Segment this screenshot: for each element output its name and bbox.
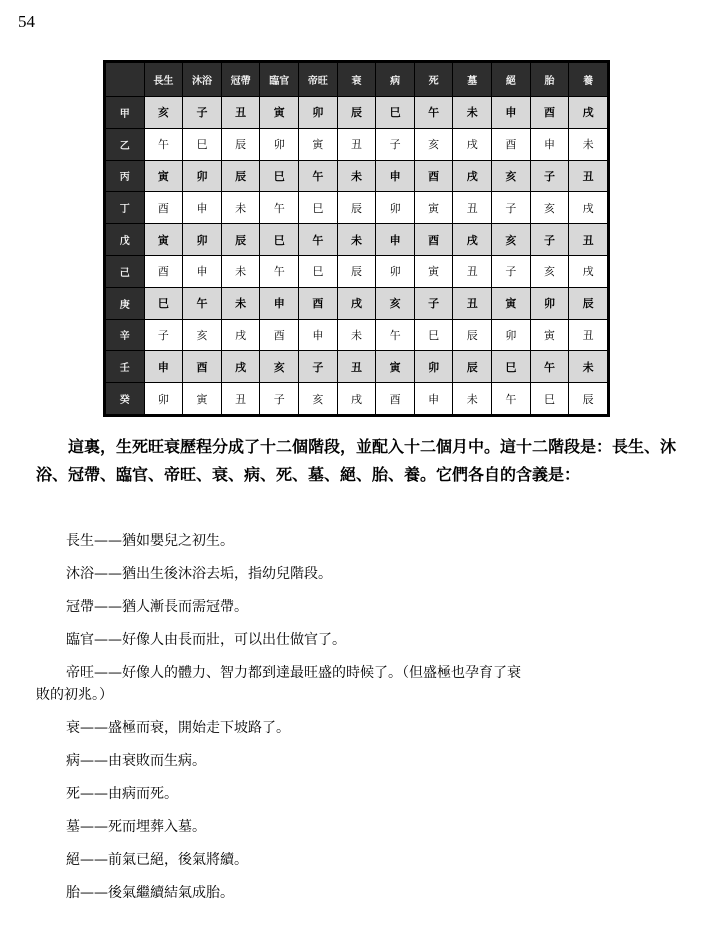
row-header-stem: 己: [106, 255, 145, 287]
table-cell: 巳: [299, 192, 338, 224]
table-cell: 子: [183, 97, 222, 129]
table-cell: 丑: [221, 97, 260, 129]
row-header-stem: 乙: [106, 128, 145, 160]
table-cell: 未: [221, 255, 260, 287]
definition-term: 帝旺: [66, 665, 94, 681]
table-cell: 申: [144, 351, 183, 383]
table-cell: 酉: [144, 255, 183, 287]
table-cell: 卯: [376, 255, 415, 287]
table-cell: 寅: [183, 383, 222, 415]
table-cell: 寅: [414, 192, 453, 224]
table-cell: 辰: [337, 97, 376, 129]
table-cell: 卯: [260, 128, 299, 160]
definition-term: 臨官: [66, 632, 94, 648]
definition-desc-continued: 敗的初兆。）: [36, 687, 113, 703]
definition-desc: ——後氣繼續結氣成胎。: [80, 885, 234, 901]
table-cell: 丑: [569, 224, 608, 256]
table-cell: 子: [299, 351, 338, 383]
table-cell: 午: [183, 287, 222, 319]
row-header-stem: 甲: [106, 97, 145, 129]
definition-desc: ——猶如嬰兒之初生。: [94, 533, 234, 549]
definition-item: [66, 816, 682, 838]
definition-item: [66, 563, 682, 585]
table-cell: 酉: [492, 128, 531, 160]
table-cell: 巳: [260, 224, 299, 256]
definition-term: 長生: [66, 533, 94, 549]
table-cell: 午: [492, 383, 531, 415]
table-cell: 未: [569, 351, 608, 383]
table-cell: 子: [144, 319, 183, 351]
definition-item: [66, 783, 682, 805]
definition-term: 沐浴: [66, 566, 94, 582]
table-header-row: [106, 63, 608, 97]
column-header: 養: [569, 63, 608, 97]
table-corner: [106, 63, 145, 97]
table-cell: 亥: [144, 97, 183, 129]
table-cell: 巳: [414, 319, 453, 351]
table-cell: 子: [414, 287, 453, 319]
table-cell: 亥: [414, 128, 453, 160]
definition-term: 冠帶: [66, 599, 94, 615]
table-cell: 未: [221, 287, 260, 319]
table-cell: 未: [337, 160, 376, 192]
table-cell: 申: [376, 160, 415, 192]
table-cell: 卯: [530, 287, 569, 319]
table-cell: 亥: [530, 255, 569, 287]
table-row: [106, 97, 608, 129]
table-cell: 午: [414, 97, 453, 129]
table-cell: 卯: [144, 383, 183, 415]
definition-term: 胎: [66, 885, 80, 901]
table-cell: 戌: [569, 192, 608, 224]
definition-desc: ——由衰敗而生病。: [80, 753, 206, 769]
table-cell: 卯: [183, 160, 222, 192]
table-cell: 午: [144, 128, 183, 160]
table-cell: 戌: [453, 224, 492, 256]
definition-desc: ——死而埋葬入墓。: [80, 819, 206, 835]
column-header: 病: [376, 63, 415, 97]
table-cell: 戌: [337, 383, 376, 415]
table-cell: 辰: [453, 351, 492, 383]
definition-item: [66, 596, 682, 618]
table-cell: 午: [376, 319, 415, 351]
row-header-stem: 庚: [106, 287, 145, 319]
definition-list: [36, 530, 682, 915]
table-cell: 酉: [183, 351, 222, 383]
table-row: [106, 192, 608, 224]
table-cell: 午: [260, 255, 299, 287]
table-cell: 丑: [453, 287, 492, 319]
column-header: 胎: [530, 63, 569, 97]
table-cell: 亥: [530, 192, 569, 224]
table-cell: 寅: [299, 128, 338, 160]
table-cell: 辰: [221, 160, 260, 192]
table-cell: 亥: [492, 224, 531, 256]
table-cell: 巳: [299, 255, 338, 287]
definition-desc: ——猶出生後沐浴去垢，指幼兒階段。: [94, 566, 332, 582]
table-cell: 寅: [376, 351, 415, 383]
row-header-stem: 癸: [106, 383, 145, 415]
table-cell: 寅: [492, 287, 531, 319]
table-row: [106, 383, 608, 415]
table-cell: 申: [376, 224, 415, 256]
table-cell: 戌: [337, 287, 376, 319]
table-cell: 戌: [453, 160, 492, 192]
table-cell: 丑: [453, 192, 492, 224]
table-cell: 丑: [569, 160, 608, 192]
table-cell: 丑: [221, 383, 260, 415]
definition-term: 死: [66, 786, 80, 802]
table-cell: 辰: [453, 319, 492, 351]
row-header-stem: 辛: [106, 319, 145, 351]
definition-item: [66, 849, 682, 871]
table-cell: 巳: [144, 287, 183, 319]
table-cell: 未: [453, 383, 492, 415]
table-cell: 丑: [337, 128, 376, 160]
table-cell: 未: [221, 192, 260, 224]
table-cell: 午: [260, 192, 299, 224]
table-cell: 卯: [376, 192, 415, 224]
table-cell: 辰: [569, 287, 608, 319]
definition-desc: ——好像人的體力、智力都到達最旺盛的時候了。（但盛極也孕育了衰: [94, 665, 521, 681]
table-row: [106, 351, 608, 383]
table-cell: 申: [530, 128, 569, 160]
table-cell: 未: [337, 224, 376, 256]
table-cell: 酉: [260, 319, 299, 351]
table-cell: 戌: [221, 351, 260, 383]
table-cell: 未: [453, 97, 492, 129]
definition-desc: ——盛極而衰，開始走下坡路了。: [80, 720, 290, 736]
table-cell: 巳: [183, 128, 222, 160]
stage-table: [103, 60, 610, 417]
table-cell: 戌: [453, 128, 492, 160]
column-header: 帝旺: [299, 63, 338, 97]
table-cell: 未: [569, 128, 608, 160]
table-cell: 戌: [569, 97, 608, 129]
table-cell: 丑: [569, 319, 608, 351]
definition-item: [66, 882, 682, 904]
definition-item: [36, 662, 682, 706]
row-header-stem: 丁: [106, 192, 145, 224]
table-cell: 亥: [492, 160, 531, 192]
table-cell: 子: [530, 160, 569, 192]
table-cell: 辰: [221, 128, 260, 160]
table-cell: 申: [183, 192, 222, 224]
table-cell: 寅: [144, 224, 183, 256]
paragraph-text: 這裏，生死旺衰歷程分成了十二個階段，並配入十二個月中。這十二階段是：長生、沐浴、冠帶、臨官、帝旺、衰、病、死、墓、絕、胎、養。它們各自的含義是：: [36, 437, 677, 484]
definition-desc: ——猶人漸長而需冠帶。: [94, 599, 248, 615]
table-cell: 酉: [530, 97, 569, 129]
table-row: [106, 255, 608, 287]
table-cell: 戌: [221, 319, 260, 351]
table-row: [106, 160, 608, 192]
page-number: 54: [18, 12, 35, 31]
table-cell: 辰: [337, 255, 376, 287]
definition-term: 衰: [66, 720, 80, 736]
table-cell: 子: [376, 128, 415, 160]
row-header-stem: 壬: [106, 351, 145, 383]
table-cell: 申: [299, 319, 338, 351]
table-cell: 申: [183, 255, 222, 287]
table-cell: 酉: [144, 192, 183, 224]
definition-desc: ——好像人由長而壯，可以出仕做官了。: [94, 632, 346, 648]
definition-desc: ——前氣已絕，後氣將續。: [80, 852, 248, 868]
table-row: [106, 128, 608, 160]
table-cell: 午: [299, 224, 338, 256]
table-row: [106, 319, 608, 351]
table-cell: 寅: [530, 319, 569, 351]
column-header: 沐浴: [183, 63, 222, 97]
table-cell: 申: [414, 383, 453, 415]
definition-term: 墓: [66, 819, 80, 835]
definition-term: 病: [66, 753, 80, 769]
definition-item: [66, 530, 682, 552]
column-header: 死: [414, 63, 453, 97]
table-cell: 申: [260, 287, 299, 319]
intro-paragraph: [36, 433, 682, 489]
table-cell: 寅: [144, 160, 183, 192]
table-cell: 酉: [376, 383, 415, 415]
column-header: 衰: [337, 63, 376, 97]
table-cell: 亥: [299, 383, 338, 415]
table-cell: 午: [530, 351, 569, 383]
definition-item: [66, 750, 682, 772]
column-header: 長生: [144, 63, 183, 97]
table-cell: 子: [260, 383, 299, 415]
table-cell: 未: [337, 319, 376, 351]
table-cell: 酉: [414, 160, 453, 192]
definition-item: [66, 717, 682, 739]
table-cell: 巳: [260, 160, 299, 192]
table-cell: 卯: [183, 224, 222, 256]
table-cell: 丑: [453, 255, 492, 287]
table-row: [106, 224, 608, 256]
table-cell: 酉: [299, 287, 338, 319]
column-header: 冠帶: [221, 63, 260, 97]
column-header: 墓: [453, 63, 492, 97]
table-cell: 卯: [492, 319, 531, 351]
table-cell: 巳: [376, 97, 415, 129]
table-cell: 亥: [260, 351, 299, 383]
table-cell: 辰: [337, 192, 376, 224]
definition-desc: ——由病而死。: [80, 786, 178, 802]
table-cell: 子: [530, 224, 569, 256]
table-cell: 亥: [376, 287, 415, 319]
table-cell: 卯: [414, 351, 453, 383]
table-cell: 子: [492, 192, 531, 224]
row-header-stem: 丙: [106, 160, 145, 192]
table-cell: 辰: [221, 224, 260, 256]
table-cell: 申: [492, 97, 531, 129]
table-cell: 子: [492, 255, 531, 287]
table-cell: 戌: [569, 255, 608, 287]
column-header: 絕: [492, 63, 531, 97]
table-cell: 巳: [530, 383, 569, 415]
definition-item: [66, 629, 682, 651]
table-cell: 酉: [414, 224, 453, 256]
definition-term: 絕: [66, 852, 80, 868]
table-cell: 巳: [492, 351, 531, 383]
row-header-stem: 戊: [106, 224, 145, 256]
table-cell: 卯: [299, 97, 338, 129]
column-header: 臨官: [260, 63, 299, 97]
table-cell: 丑: [337, 351, 376, 383]
table-cell: 寅: [414, 255, 453, 287]
table-cell: 辰: [569, 383, 608, 415]
table-row: [106, 287, 608, 319]
table-cell: 寅: [260, 97, 299, 129]
table-cell: 午: [299, 160, 338, 192]
table-cell: 亥: [183, 319, 222, 351]
